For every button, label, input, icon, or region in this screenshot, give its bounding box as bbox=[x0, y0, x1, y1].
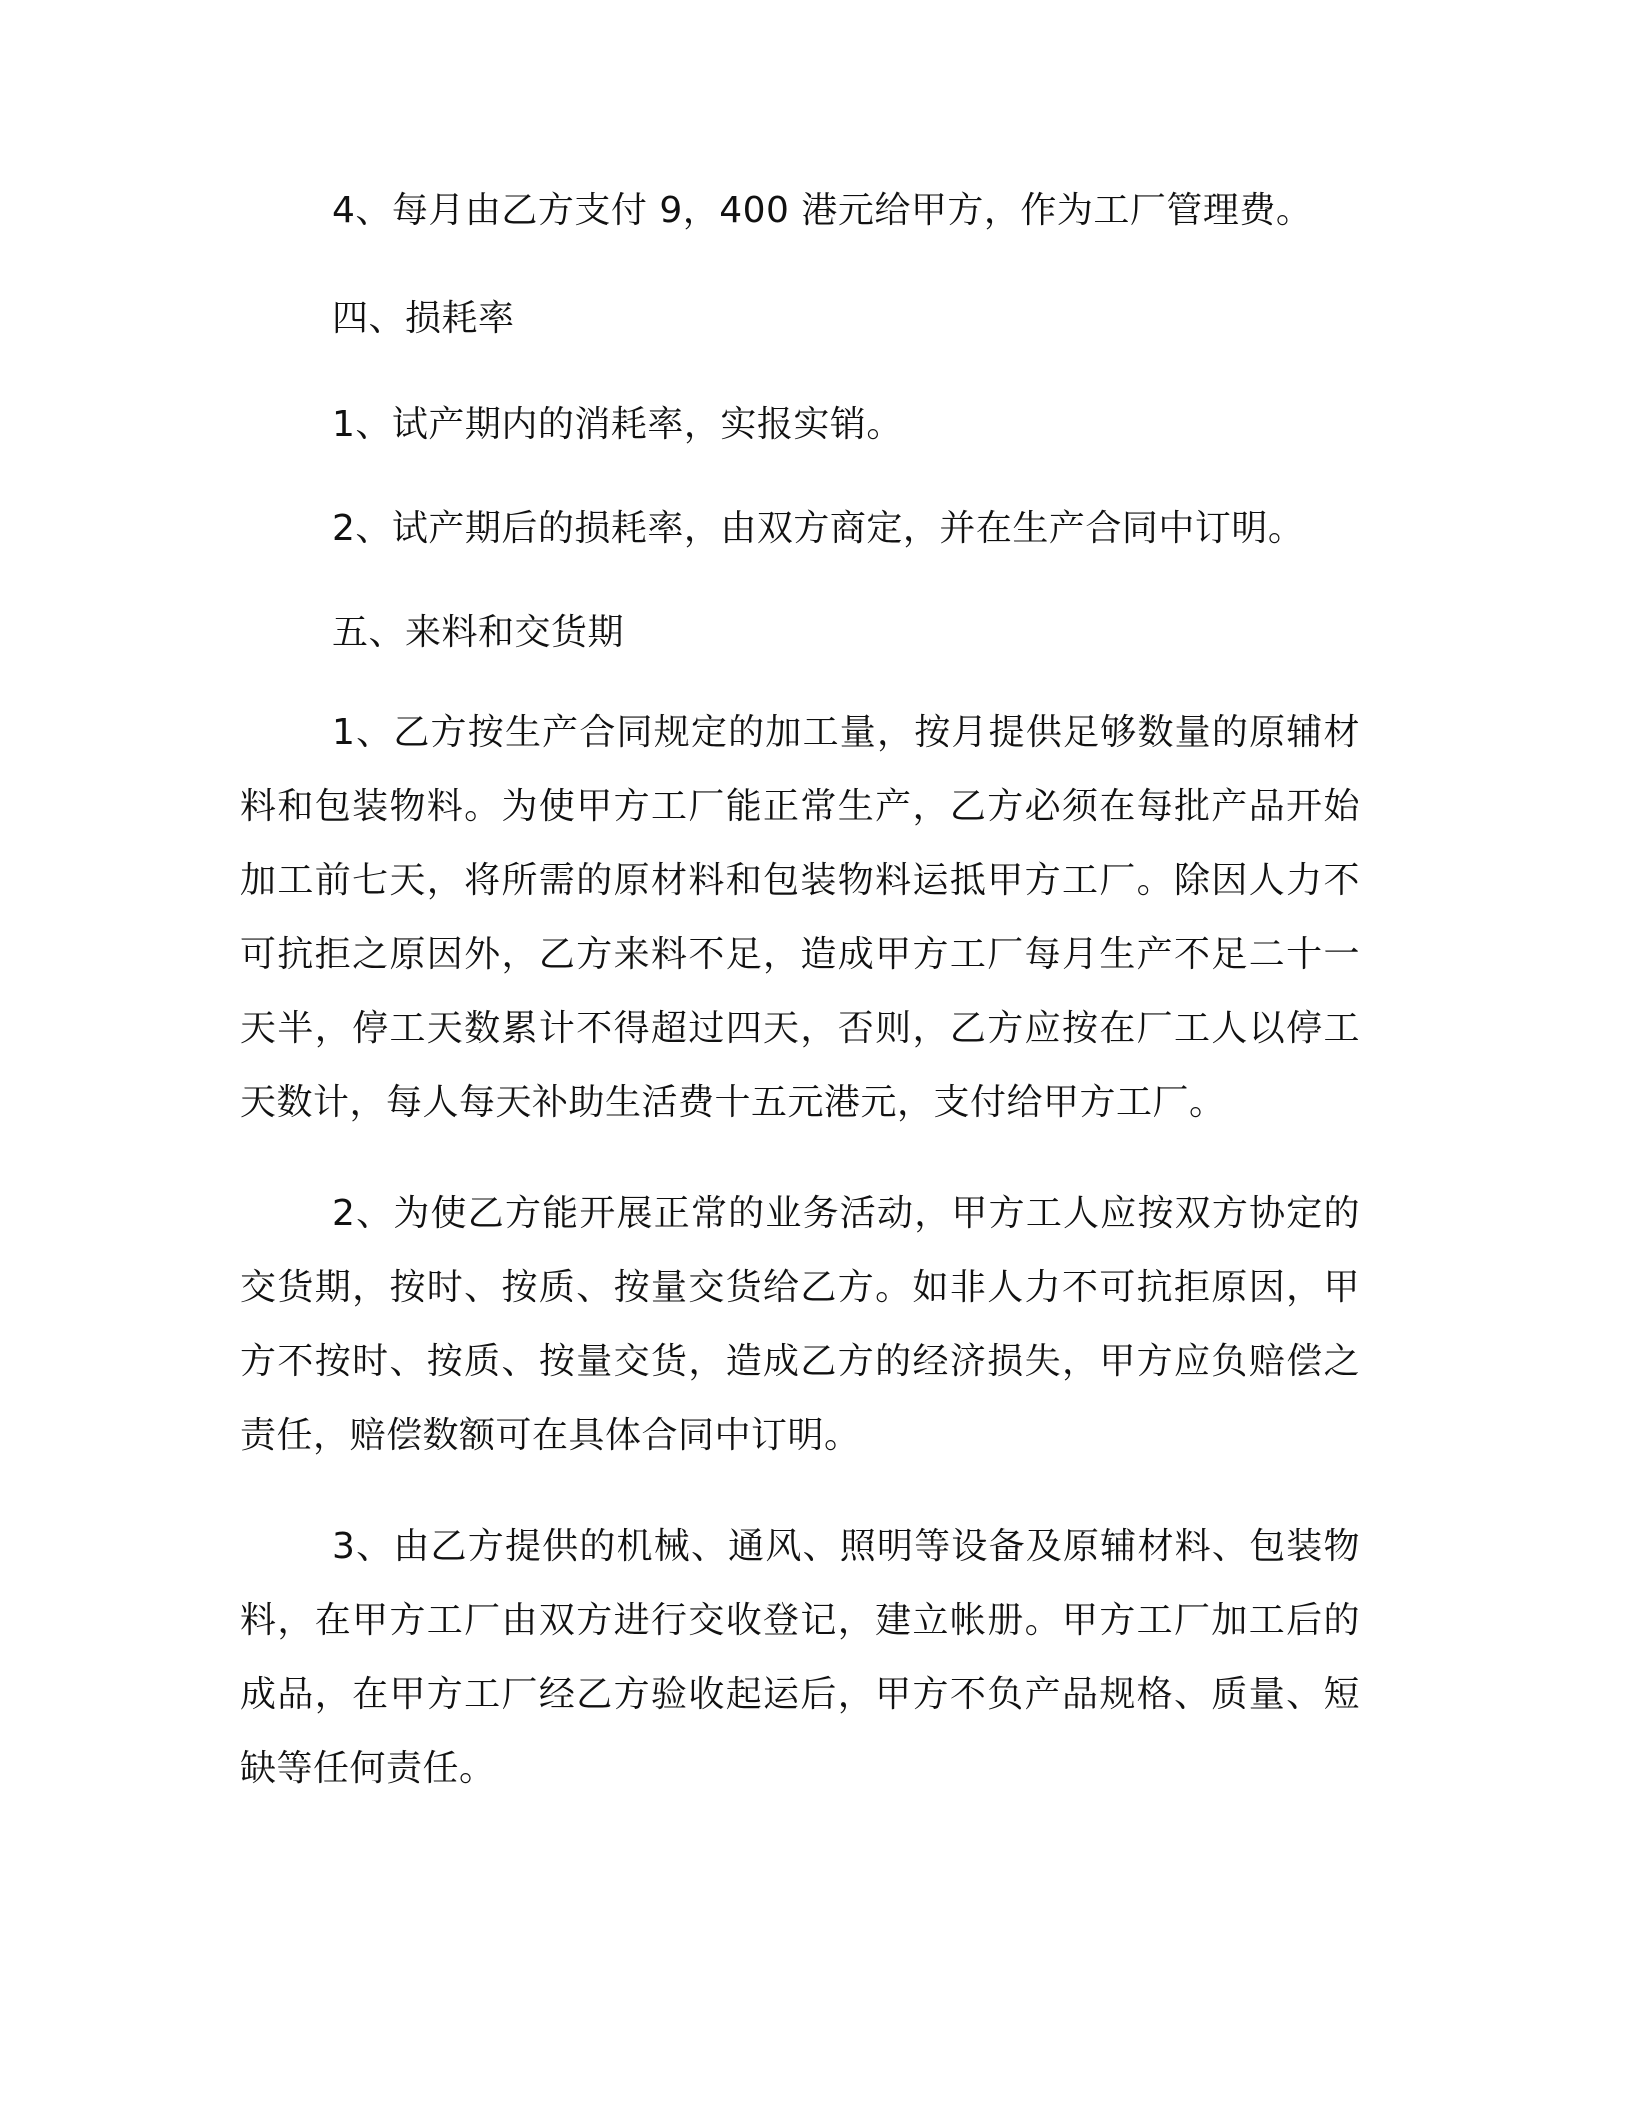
paragraph-management-fee: 4、每月由乙方支付 9，400 港元给甲方，作为工厂管理费。 bbox=[332, 190, 1313, 231]
section-heading-loss-rate: 四、损耗率 bbox=[332, 298, 515, 339]
paragraph-equipment-registration: 3、由乙方提供的机械、通风、照明等设备及原辅材料、包装物料，在甲方工厂由双方进行交收登记，建立帐册。甲方工厂加工后的成品，在甲方工厂经乙方验收起运后，甲方不负产品规格、质量、短缺等任何责任。 bbox=[240, 1526, 1360, 1789]
paragraph-trial-period-consumption: 1、试产期内的消耗率，实报实销。 bbox=[332, 404, 903, 445]
paragraph-material-supply: 1、乙方按生产合同规定的加工量，按月提供足够数量的原辅材料和包装物料。为使甲方工厂能正常生产，乙方必须在每批产品开始加工前七天，将所需的原材料和包装物料运抵甲方工厂。除因人力不可抗拒之原因外，乙方来料不足，造成甲方工厂每月生产不足二十一天半，停工天数累计不得超过四天，否则，乙方应按在厂工人以停工天数计，每人每天补助生活费十五元港元，支付给甲方工厂。 bbox=[240, 712, 1360, 1123]
section-heading-materials-delivery: 五、来料和交货期 bbox=[332, 612, 625, 653]
paragraph-delivery-obligation: 2、为使乙方能开展正常的业务活动，甲方工人应按双方协定的交货期，按时、按质、按量交货给乙方。如非人力不可抗拒原因，甲方不按时、按质、按量交货，造成乙方的经济损失，甲方应负赔偿之责任，赔偿数额可在具体合同中订明。 bbox=[240, 1193, 1360, 1456]
paragraph-post-trial-loss-rate: 2、试产期后的损耗率，由双方商定，并在生产合同中订明。 bbox=[332, 508, 1305, 549]
